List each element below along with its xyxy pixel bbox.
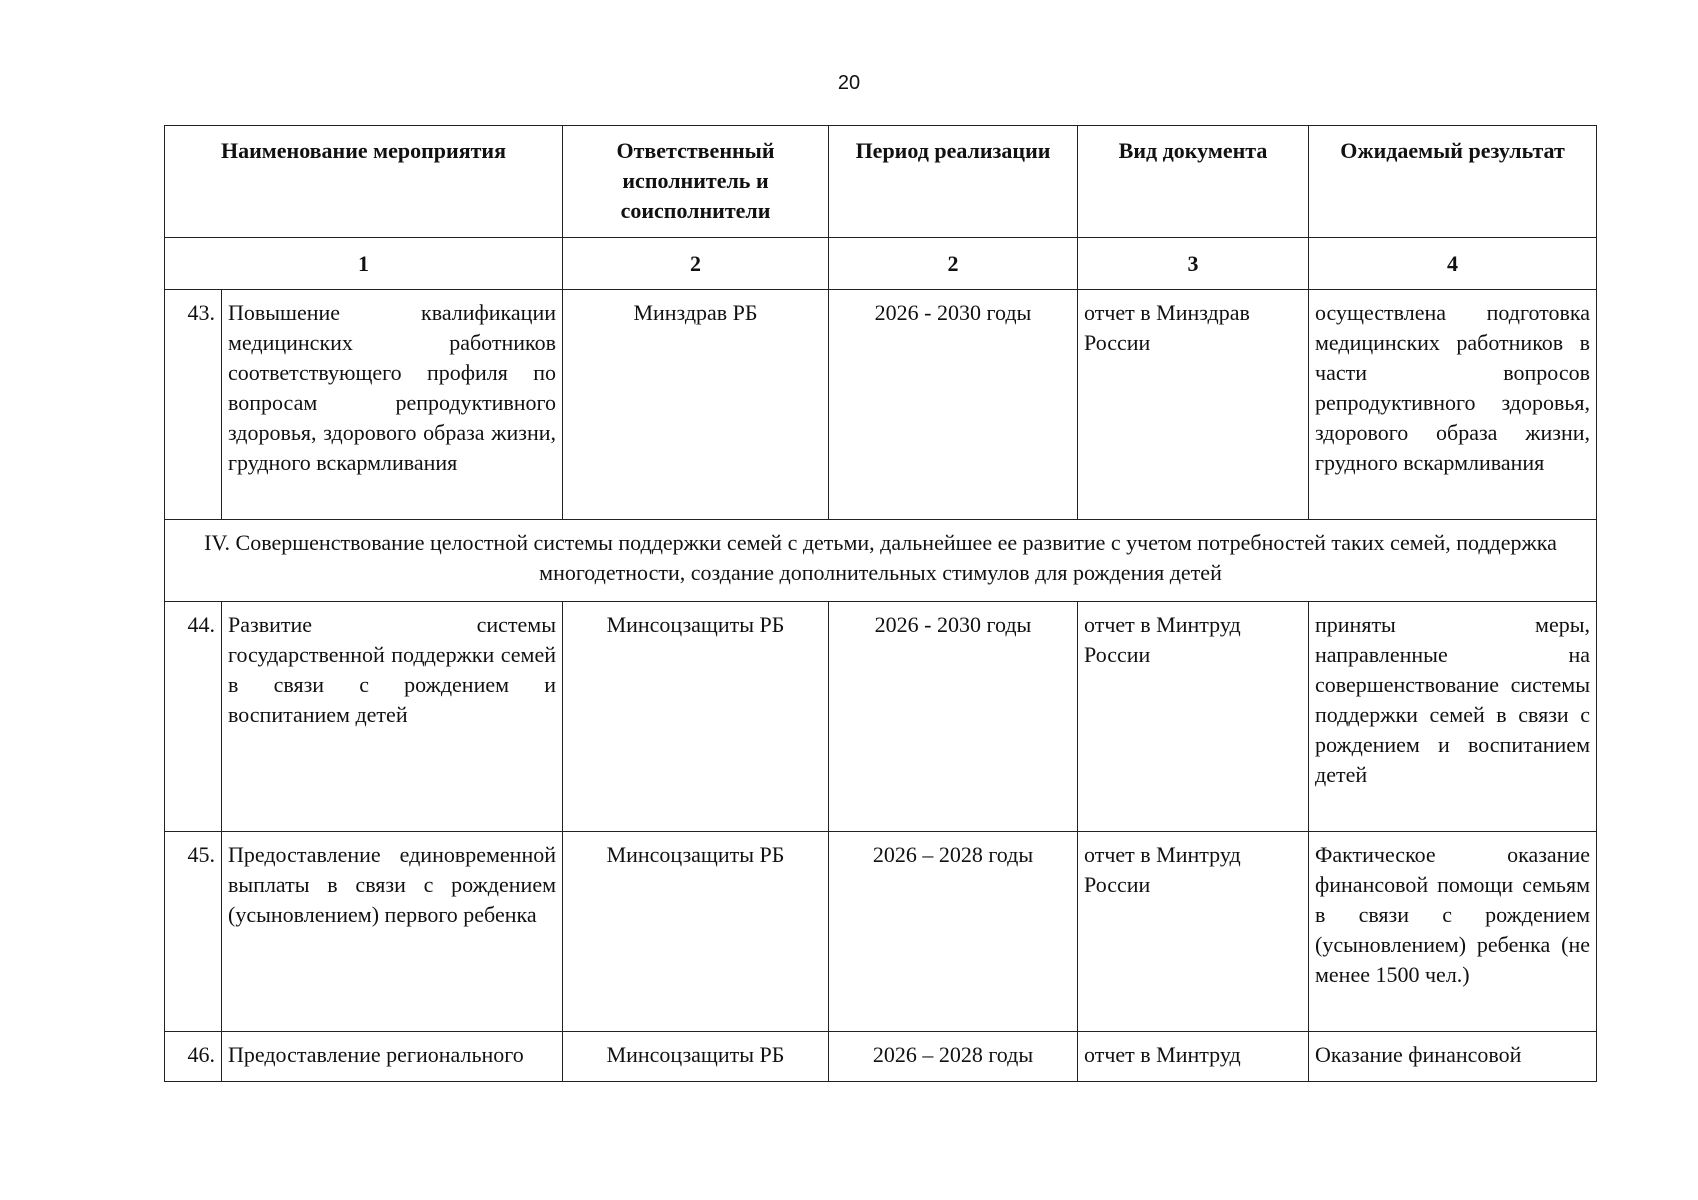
responsible-cell: Минсоцзащиты РБ xyxy=(563,832,829,1032)
row-number: 43. xyxy=(165,290,222,520)
page-number: 20 xyxy=(837,72,861,94)
period-cell: 2026 – 2028 годы xyxy=(829,832,1078,1032)
event-name: Предоставление единовременной выплаты в связи с рождением (усыновлением) первого ребенка xyxy=(222,832,563,1032)
doc-type-cell: отчет в Минтруд России xyxy=(1078,602,1309,832)
event-name: Предоставление регионального xyxy=(222,1032,563,1082)
period-cell: 2026 - 2030 годы xyxy=(829,602,1078,832)
column-number: 2 xyxy=(829,238,1078,290)
header-result: Ожидаемый результат xyxy=(1309,126,1597,238)
result-cell: осуществлена подготовка медицинских работников в части вопросов репродуктивного здоровья, здорового образа жизни, грудного вскармливания xyxy=(1309,290,1597,520)
period-cell: 2026 – 2028 годы xyxy=(829,1032,1078,1082)
section-heading-row xyxy=(165,520,1597,602)
table-row xyxy=(165,832,1597,1032)
responsible-cell: Минсоцзащиты РБ xyxy=(563,602,829,832)
header-responsible: Ответственный исполнитель и соисполнители xyxy=(563,126,829,238)
column-number: 3 xyxy=(1078,238,1309,290)
responsible-cell: Минздрав РБ xyxy=(563,290,829,520)
row-number: 44. xyxy=(165,602,222,832)
column-number: 4 xyxy=(1309,238,1597,290)
table-header-row xyxy=(165,126,1597,238)
row-number: 46. xyxy=(165,1032,222,1082)
table-row xyxy=(165,602,1597,832)
column-number: 1 xyxy=(165,238,563,290)
section-heading: IV. Совершенствование целостной системы поддержки семей с детьми, дальнейшее ее развитие с учетом потребностей таких семей, поддержка многодетности, создание дополнительных стимулов для рождения детей xyxy=(165,520,1597,602)
column-number: 2 xyxy=(563,238,829,290)
table-row xyxy=(165,1032,1597,1082)
doc-type-cell: отчет в Минтруд xyxy=(1078,1032,1309,1082)
period-cell: 2026 - 2030 годы xyxy=(829,290,1078,520)
result-cell: приняты меры, направленные на совершенствование системы поддержки семей в связи с рождением и воспитанием детей xyxy=(1309,602,1597,832)
result-cell: Оказание финансовой xyxy=(1309,1032,1597,1082)
result-cell: Фактическое оказание финансовой помощи семьям в связи с рождением (усыновлением) ребенка (не менее 1500 чел.) xyxy=(1309,832,1597,1032)
event-name: Развитие системы государственной поддержки семей в связи с рождением и воспитанием детей xyxy=(222,602,563,832)
events-table xyxy=(164,125,1597,1082)
row-number: 45. xyxy=(165,832,222,1032)
doc-type-cell: отчет в Минтруд России xyxy=(1078,832,1309,1032)
header-doc-type: Вид документа xyxy=(1078,126,1309,238)
responsible-cell: Минсоцзащиты РБ xyxy=(563,1032,829,1082)
column-numbers-row xyxy=(165,238,1597,290)
header-period: Период реализации xyxy=(829,126,1078,238)
doc-type-cell: отчет в Минздрав России xyxy=(1078,290,1309,520)
header-event: Наименование мероприятия xyxy=(165,126,563,238)
table-row xyxy=(165,290,1597,520)
event-name: Повышение квалификации медицинских работников соответствующего профиля по вопросам репродуктивного здоровья, здорового образа жизни, грудного вскармливания xyxy=(222,290,563,520)
